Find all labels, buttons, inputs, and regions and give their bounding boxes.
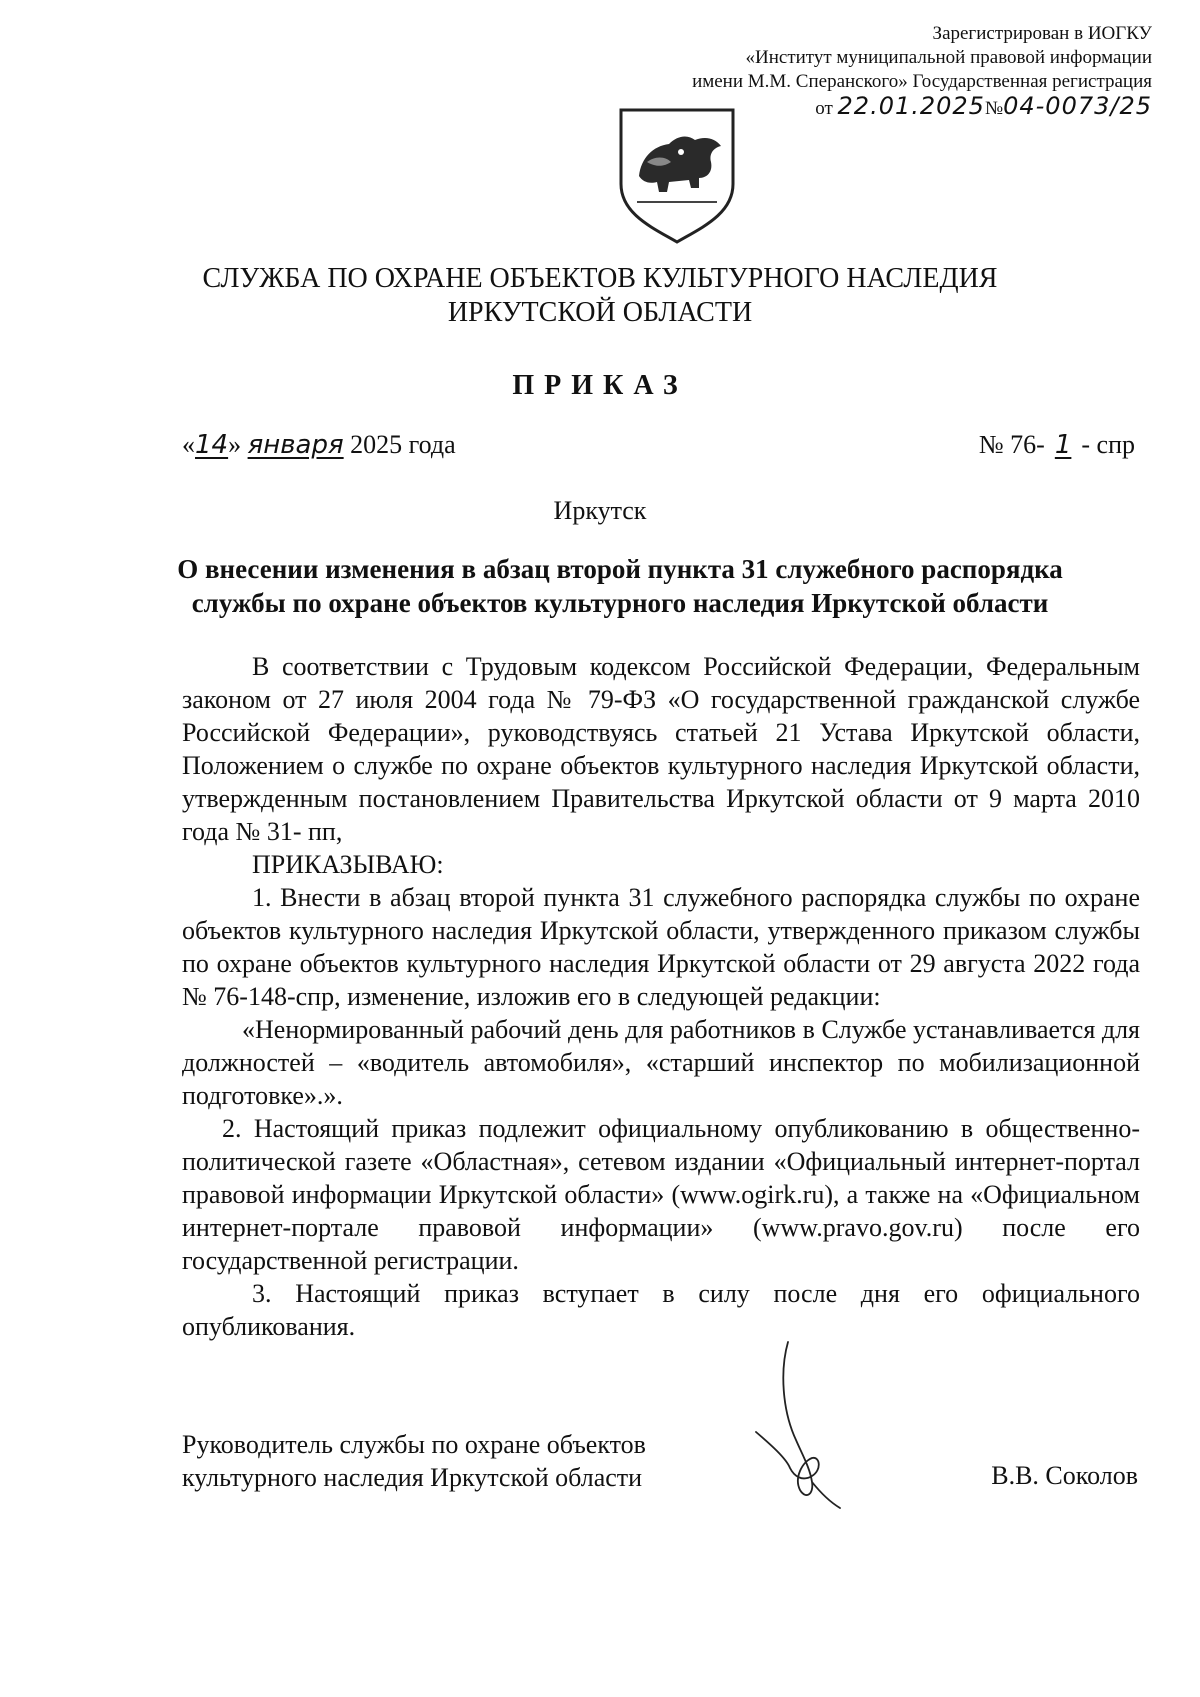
document-type-title: ПРИКАЗ bbox=[512, 370, 688, 401]
registration-from-label: от bbox=[815, 98, 833, 119]
registration-date: 22.01.2025 bbox=[837, 92, 985, 120]
subject-line-2: службы по охране объектов культурного наследия Иркутской области bbox=[191, 588, 1049, 618]
date-open-quote: « bbox=[182, 430, 195, 459]
order-word: ПРИКАЗЫВАЮ: bbox=[252, 850, 444, 879]
city: Иркутск bbox=[553, 496, 647, 525]
item-2-paragraph: 2. Настоящий приказ подлежит официальному опубликованию в общественно-политической газете «Областная», сетевом издании «Официальный интернет-портал правовой информации Иркутской области» (www.ogirk.ru), а также на «Официальном интернет-портале правовой информации» (www.pravo.gov.ru) после его государственной регистрации. bbox=[182, 1114, 1140, 1275]
signatory-title-line-1: Руководитель службы по охране объектов bbox=[182, 1430, 646, 1459]
order-number bbox=[979, 430, 1135, 460]
agency-name-line-2: ИРКУТСКОЙ ОБЛАСТИ bbox=[447, 297, 753, 328]
item-1-paragraph: 1. Внести в абзац второй пункта 31 служебного распорядка службы по охране объектов культурного наследия Иркутской области, утвержденного приказом службы по охране объектов культурного наследия Иркутской области от 29 августа 2022 года № 76-148-спр, изменение, изложив его в следующей редакции: bbox=[182, 883, 1140, 1011]
date-day: 14 bbox=[195, 430, 229, 460]
coat-of-arms-irkutsk-icon bbox=[617, 106, 737, 246]
subject-line-1: О внесении изменения в абзац второй пункта 31 служебного распорядка bbox=[177, 554, 1063, 584]
order-number-value: 1 bbox=[1054, 430, 1072, 460]
signatory-title bbox=[182, 1428, 646, 1494]
handwritten-signature-icon bbox=[750, 1340, 860, 1510]
registration-line-3: имени М.М. Сперанского» Государственная регистрация bbox=[692, 71, 1152, 92]
preamble-paragraph: В соответствии с Трудовым кодексом Российской Федерации, Федеральным законом от 27 июля 2004 года № 79-ФЗ «О государственной гражданской службе Российской Федерации», руководствуясь статьей 21 Устава Иркутской области, Положением о службе по охране объектов культурного наследия Иркутской области, утвержденным постановлением Правительства Иркутской области от 9 марта 2010 года № 31- пп, bbox=[182, 652, 1140, 846]
order-subject bbox=[140, 552, 1100, 620]
agency-name-line-1: СЛУЖБА ПО ОХРАНЕ ОБЪЕКТОВ КУЛЬТУРНОГО НАСЛЕДИЯ bbox=[202, 263, 998, 294]
order-date bbox=[182, 430, 456, 460]
registration-number: 04-0073/25 bbox=[1003, 92, 1152, 120]
item-3-paragraph: 3. Настоящий приказ вступает в силу после дня его официального опубликования. bbox=[182, 1279, 1140, 1341]
registration-number-label: № bbox=[984, 98, 1004, 119]
date-year: 2025 года bbox=[350, 430, 456, 459]
date-close-quote: » bbox=[228, 430, 242, 459]
registration-line-2: «Институт муниципальной правовой информации bbox=[745, 47, 1152, 68]
signatory-title-line-2: культурного наследия Иркутской области bbox=[182, 1463, 643, 1492]
registration-line-1: Зарегистрирован в ИОГКУ bbox=[932, 23, 1152, 44]
order-number-prefix: № 76- bbox=[978, 430, 1045, 459]
date-month: января bbox=[247, 430, 344, 460]
signatory-name: В.В. Соколов bbox=[991, 1461, 1138, 1490]
order-body bbox=[182, 650, 1140, 1343]
order-number-suffix: - спр bbox=[1081, 430, 1135, 459]
item-1-quote-paragraph: «Ненормированный рабочий день для работников в Службе устанавливается для должностей – «водитель автомобиля», «старший инспектор по мобилизационной подготовке».». bbox=[182, 1015, 1140, 1110]
